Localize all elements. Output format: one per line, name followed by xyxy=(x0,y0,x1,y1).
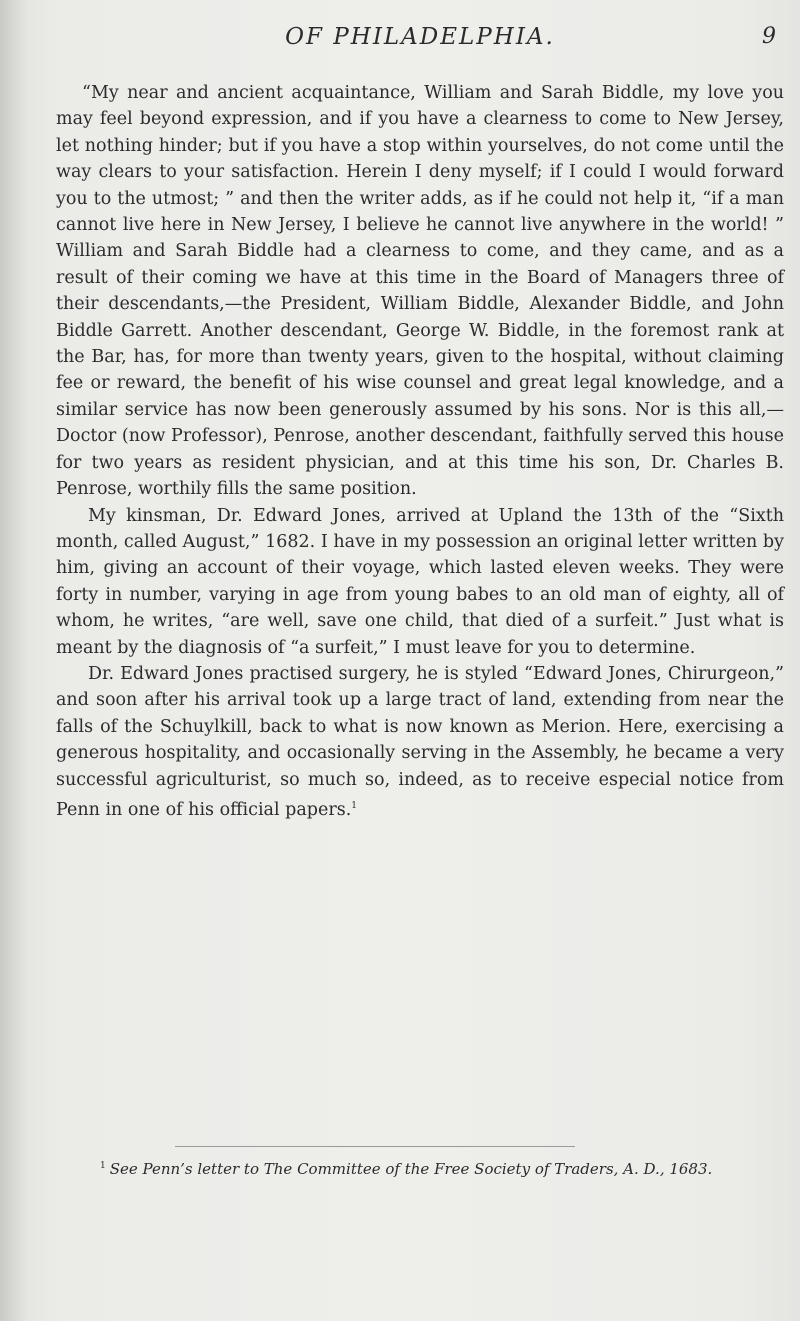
page-number: 9 xyxy=(762,24,776,49)
footnote-reference: 1 xyxy=(351,800,357,811)
paragraph-1: “My near and ancient acquaintance, William and Sarah Biddle, my love you may feel beyond expression, and if you have a clearness to come to New Jersey, let nothing hinder; but if you have a stop within yourselves, do not come until the way clears to your satisfaction. Herein I deny myself; if I could I would forward you to the utmost; ” and then the writer adds, as if he could not help it, “if a man cannot live here in New Jersey, I believe he cannot live anywhere in the world! ” William and Sarah Biddle had a clearness to come, and they came, and as a result of their coming we have at this time in the Board of Managers three of their descendants,—the President, William Biddle, Alexander Biddle, and John Biddle Garrett. Another descendant, George W. Biddle, in the foremost rank at the Bar, has, for more than twenty years, given to the hospital, without claiming fee or reward, the benefit of his wise counsel and great legal knowledge, and a similar service has now been generously assumed by his sons. Nor is this all,—Doctor (now Professor), Penrose, another descendant, faithfully served this house for two years as resident physician, and at this time his son, Dr. Charles B. Penrose, worthily fills the same position. xyxy=(56,83,784,500)
footnote-rule xyxy=(175,1146,575,1147)
paragraph-3 xyxy=(56,661,784,823)
running-head xyxy=(60,22,780,54)
body-text xyxy=(56,80,784,823)
paragraph-3-text: Dr. Edward Jones practised surgery, he is styled “Edward Jones, Chirurgeon,” and soon after his arrival took up a large tract of land, extending from near the falls of the Schuylkill, back to what is now known as Merion. Here, exercising a generous hospitality, and occasionally serving in the Assembly, he became a very successful agriculturist, so much so, indeed, as to receive especial notice from Penn in one of his official papers. xyxy=(56,663,784,820)
paragraph-2: My kinsman, Dr. Edward Jones, arrived at Upland the 13th of the “Sixth month, called August,” 1682. I have in my possession an original letter written by him, giving an account of their voyage, which lasted eleven weeks. They were forty in number, varying in age from young babes to an old man of eighty, all of whom, he writes, “are well, save one child, that died of a surfeit.” Just what is meant by the diagnosis of “a surfeit,” I must leave for you to determine. xyxy=(56,505,784,658)
running-title: OF PHILADELPHIA. xyxy=(285,24,555,50)
footnote-marker: 1 xyxy=(100,1161,106,1171)
footnote xyxy=(100,1156,790,1179)
footnote-text: See Penn’s letter to The Committee of the Free Society of Traders, A. D., 1683. xyxy=(109,1160,713,1178)
